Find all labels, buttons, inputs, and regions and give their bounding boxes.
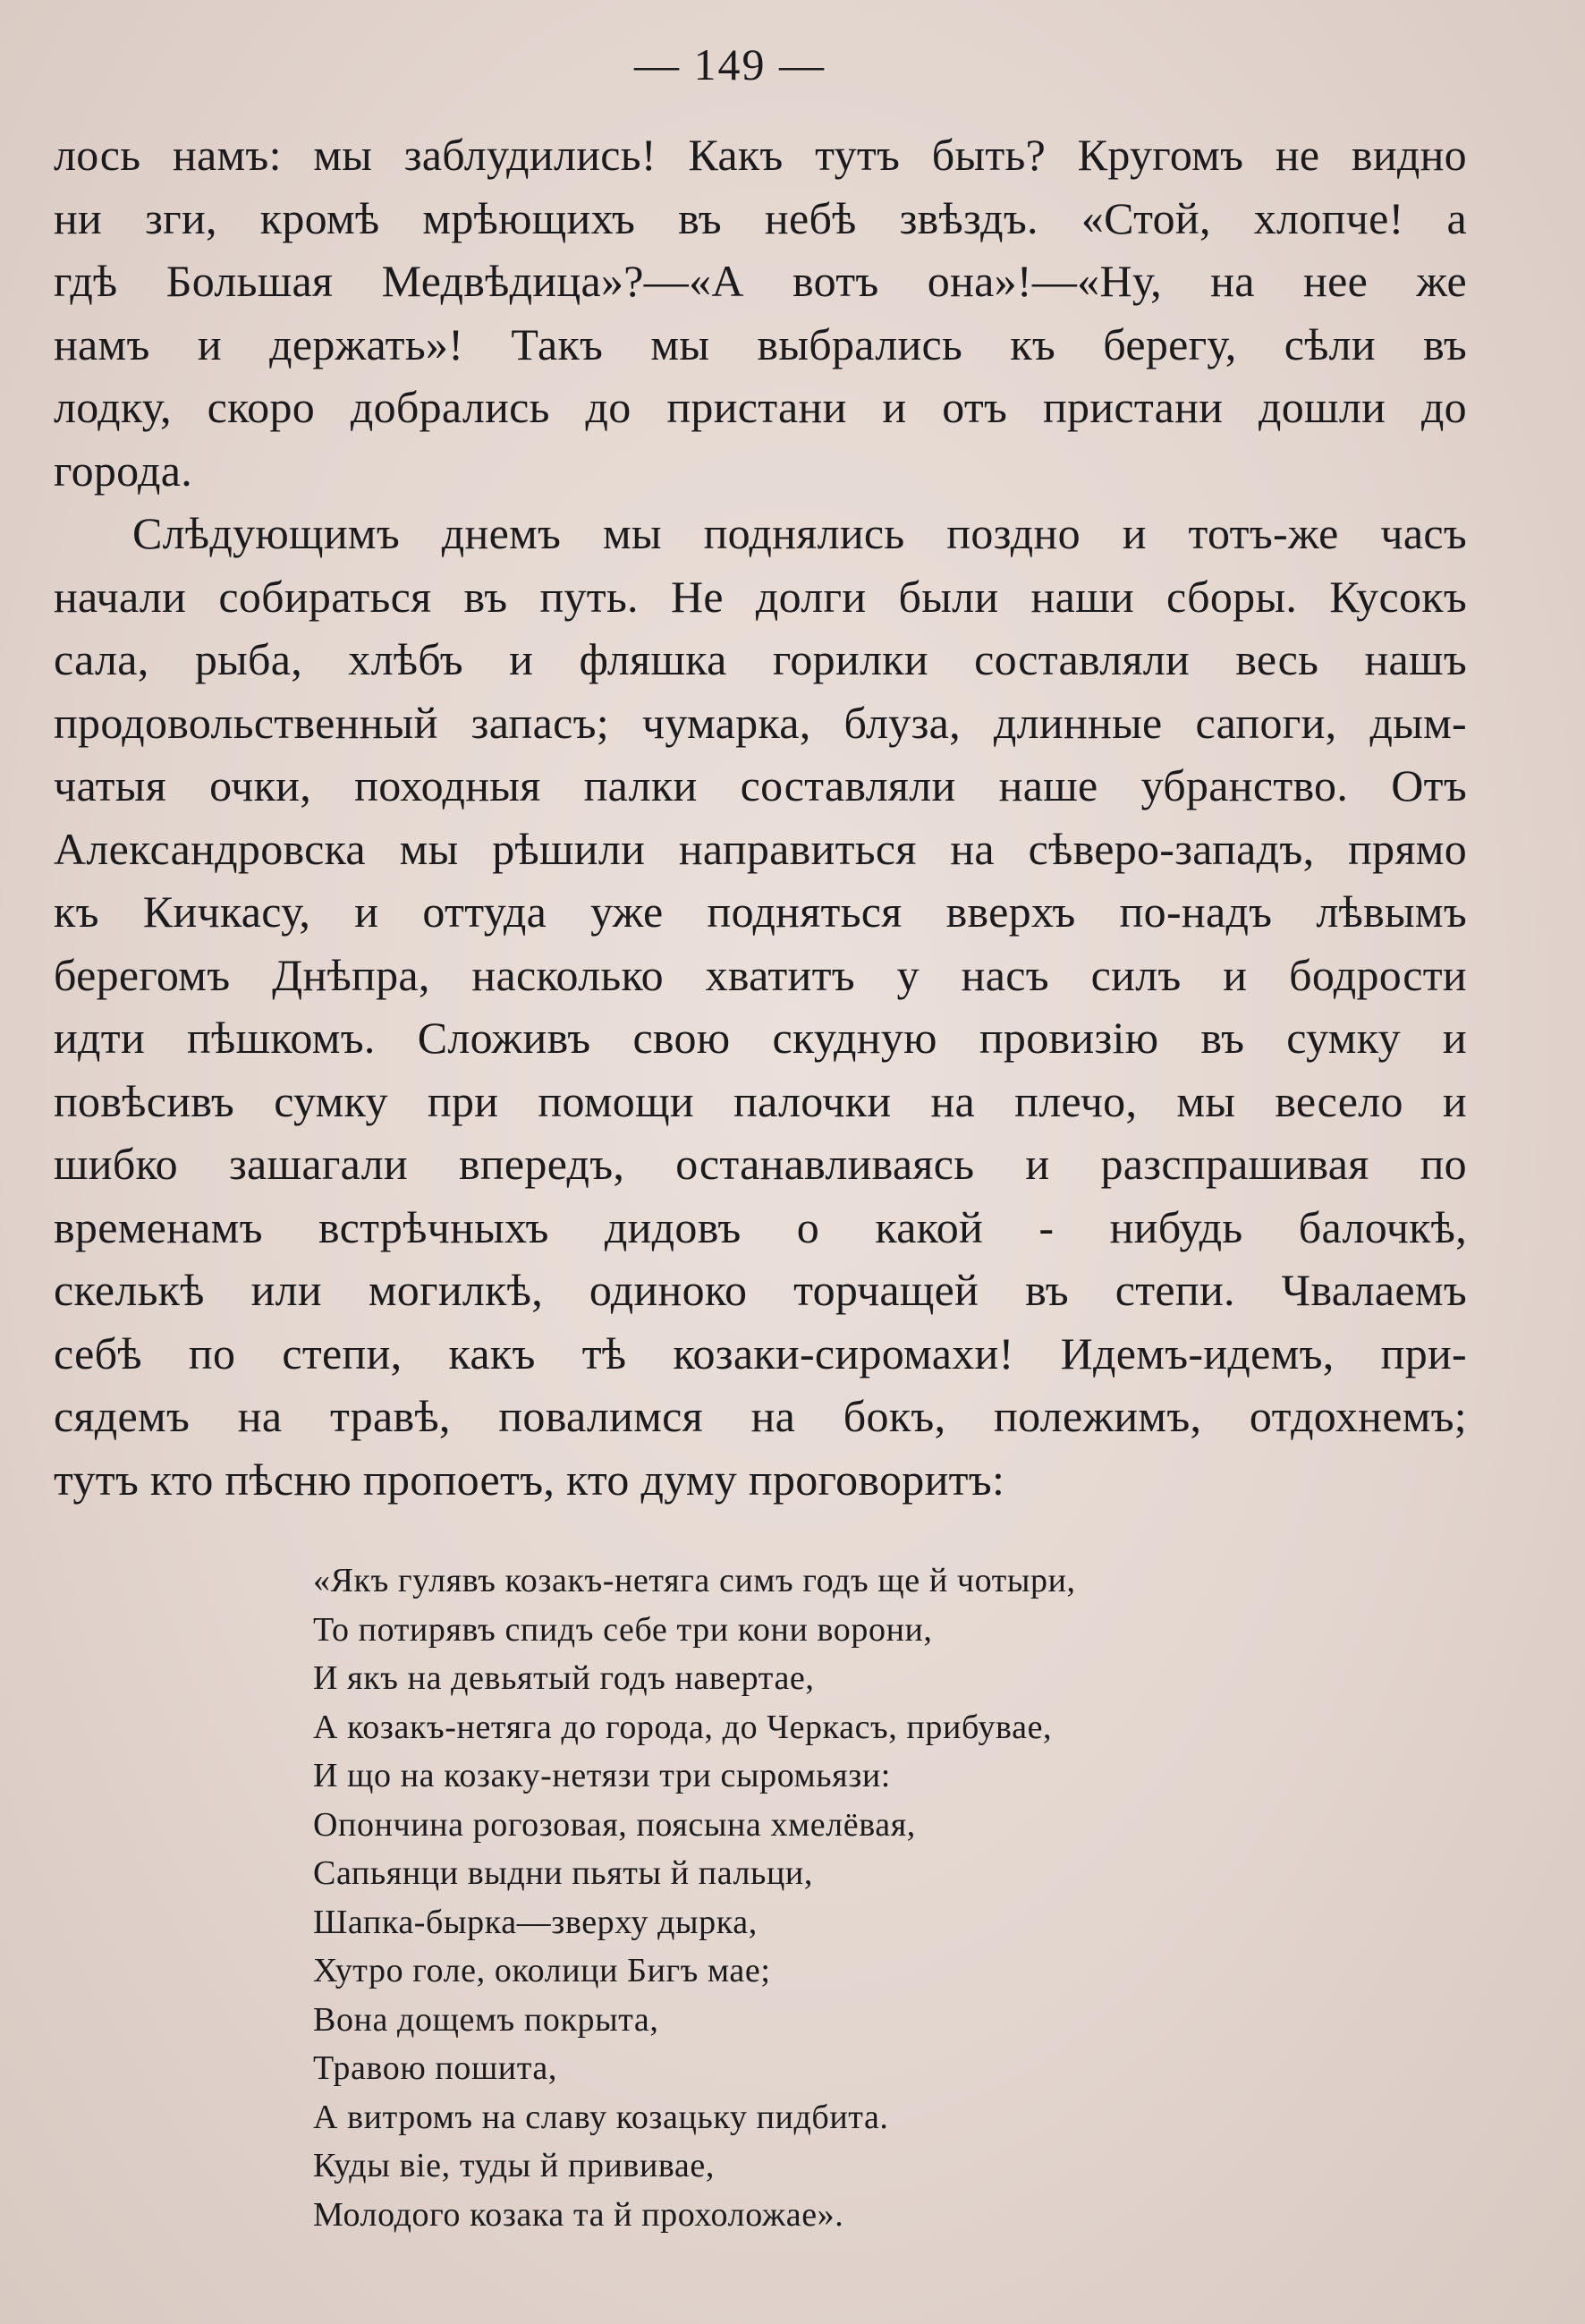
verse-line: Сапьянци выдни пьяты й пальци, [313,1854,813,1892]
text-line: начали собираться въ путь. Не долги были наши сборы. Кусокъ [54,571,1467,622]
text-line: временамъ встрѣчныхъ дидовъ о какой - нибудь балочкѣ, [54,1201,1467,1252]
text-line: города. [54,445,193,496]
text-line: лось намъ: мы заблудились! Какъ тутъ быть? Кругомъ не видно [54,130,1467,180]
prose-text [54,123,1467,1511]
verse-quote [313,1556,1386,2239]
text-line: намъ и держать»! Такъ мы выбрались къ берегу, сѣли въ [54,318,1467,369]
verse-line: Молодого козака та й прохоложае». [313,2195,844,2234]
verse-line: Вона дощемъ покрыта, [313,2000,659,2039]
verse-line: Куды вiе, туды й прививае, [313,2147,715,2184]
text-line: повѣсивъ сумку при помощи палочки на плечо, мы весело и [54,1075,1467,1126]
text-line: Слѣдующимъ днемъ мы поднялись поздно и тотъ-же часъ [132,508,1467,558]
text-line: берегомъ Днѣпра, насколько хватитъ у насъ силъ и бодрости [54,949,1467,1000]
text-line: идти пѣшкомъ. Сложивъ свою скудную провизію въ сумку и [54,1013,1467,1063]
verse-line: Травою пошита, [313,2049,557,2087]
verse-line: То потирявъ спидъ себе три кони ворони, [313,1610,933,1649]
text-line: скелькѣ или могилкѣ, одиноко торчащей въ степи. Чвалаемъ [54,1265,1467,1315]
text-line: къ Кичкасу, и оттуда уже подняться вверхъ по-надъ лѣвымъ [54,886,1467,937]
verse-line: Шапка-бырка—зверху дырка, [313,1903,758,1941]
verse-line: И якъ на девьятый годъ навертае, [313,1659,815,1697]
text-line: чатыя очки, походныя палки составляли наше убранство. Отъ [54,760,1467,810]
text-line: себѣ по степи, какъ тѣ козаки-сиромахи! Идемъ-идемъ, при- [54,1327,1467,1378]
paragraph-2 [54,502,1467,1511]
text-line: сядемъ на травѣ, повалимся на бокъ, полежимъ, отдохнемъ; [54,1391,1467,1441]
page-number: — 149 — [634,39,826,89]
text-line: тутъ кто пѣсню пропоетъ, кто думу проговоритъ: [54,1454,1005,1505]
text-line: Александровска мы рѣшили направиться на сѣверо-западъ, прямо [54,823,1467,874]
text-line: сала, рыба, хлѣбъ и фляшка горилки составляли весь нашъ [54,634,1467,684]
verse-line: И що на козаку-нетязи три сыромьязи: [313,1757,891,1794]
verse-line: «Якъ гулявъ козакъ-нетяга симъ годъ ще й чотыри, [313,1562,1076,1599]
text-line: шибко зашагали впередъ, останавливаясь и разспрашивая по [54,1139,1467,1189]
text-line: лодку, скоро добрались до пристани и отъ пристани дошли до [54,382,1467,432]
text-line: ни зги, кромѣ мрѣющихъ въ небѣ звѣздъ. «Стой, хлопче! а [54,192,1467,243]
verse-line: Хутро голе, околици Бигъ мае; [313,1952,771,1989]
text-line: продовольственный запасъ; чумарка, блуза, длинные сапоги, дым- [54,697,1467,748]
verse-line: А козакъ-нетяга до города, до Черкасъ, прибувае, [313,1708,1053,1746]
verse-line: Опончина рогозовая, поясына хмелёвая, [313,1805,916,1844]
verse-line: А витромъ на славу козацьку пидбита. [313,2098,889,2136]
paragraph-1 [54,123,1467,502]
text-line: гдѣ Большая Медвѣдица»?—«А вотъ она»!—«Ну, на нее же [54,256,1467,306]
